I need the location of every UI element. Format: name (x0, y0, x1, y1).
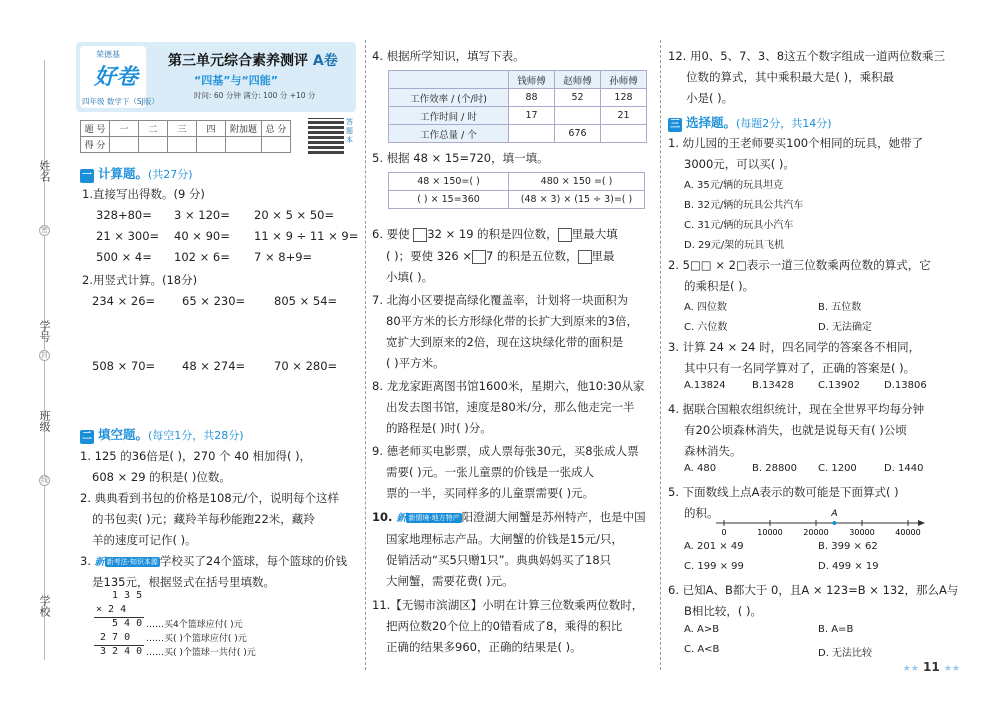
table-row-label: 工作总量 / 个 (389, 125, 509, 143)
choice-option[interactable]: C. 六位数 (684, 322, 728, 333)
section-fill-title (80, 425, 244, 444)
calc-note: ……买( )个篮球一共付( )元 (146, 648, 256, 658)
table-cell: 52 (555, 89, 601, 107)
grade-edition: 四年级 数学下（SJ版） (82, 97, 159, 106)
section-number-icon: 二 (82, 431, 92, 442)
choice-option[interactable]: A. A>B (684, 624, 720, 635)
vertical-calc-line: 5 4 0 (112, 618, 143, 629)
seal-dot: 封 (41, 351, 48, 359)
table-cell: 128 (601, 89, 647, 107)
question-line: 11.【无锡市滨湖区】小明在计算三位数乘两位数时， (372, 598, 644, 612)
score-head: 附加题 (226, 121, 262, 137)
section-title-text: 计算题。 (98, 166, 149, 181)
title-text: 第三单元综合素养测评 (168, 53, 308, 69)
question-line: 国家地理标志产品。大闸蟹的价钱是15元/只， (386, 532, 624, 546)
fill-cell[interactable]: 48 × 150=( ) (389, 173, 509, 191)
fill-cell[interactable]: ( ) × 15=360 (389, 191, 509, 209)
question-text: 32 × 19 的积是四位数， (427, 227, 558, 241)
star-icon: ★★ (902, 664, 919, 674)
calc-item: 7 × 8+9= (254, 250, 313, 264)
calc-item: 500 × 4= (96, 250, 152, 264)
column-divider (365, 40, 366, 670)
question-line: 1. 幼儿园的王老师要买100个相同的玩具，她带了 (668, 136, 924, 150)
qr-label: 答题本 (346, 118, 353, 144)
number-line-tick-label: 20000 (803, 528, 829, 536)
choice-option[interactable]: C. 199 × 99 (684, 561, 744, 572)
star-icon: ★★ (943, 664, 960, 674)
version-badge: A卷 (312, 53, 338, 69)
question-line: 的书包卖( )元；藏羚羊每秒能跑22米，藏羚 (92, 512, 315, 526)
question-line: 80平方米的长方形绿化带的长扩大到原来的3倍， (386, 314, 638, 328)
section-points: (共27分) (148, 168, 193, 181)
score-cell[interactable] (139, 137, 168, 153)
binding-margin (0, 0, 68, 711)
table-cell[interactable] (601, 125, 647, 143)
section-points: (每空1分，共28分) (148, 429, 244, 442)
logo-brand: 荣德基 (96, 50, 120, 59)
number-line-tick-label: 40000 (895, 528, 921, 536)
question-line: 票的一半，买同样多的儿童票需要( )元。 (386, 486, 595, 500)
fill-table (388, 172, 645, 209)
question-line: 小填( )。 (386, 270, 434, 284)
number-line (712, 506, 926, 536)
question-line: 2. 典典看到书包的价格是108元/个，说明每个这样 (80, 491, 339, 505)
logo (80, 46, 159, 108)
question-line: 的积。 (684, 506, 719, 520)
question-line: 1. 125 的36倍是( )，270 个 40 相加得( )， (80, 449, 312, 463)
question-line: 需要( )元。一张儿童票的价钱是一张成人 (386, 465, 595, 479)
class-label: 班级 (38, 410, 51, 432)
score-cell[interactable] (262, 137, 291, 153)
fill-cell[interactable]: 480 × 150 =( ) (509, 173, 645, 191)
question-line: ( )平方米。 (386, 356, 445, 370)
calc-item: 11 × 9 ÷ 11 × 9= (254, 229, 359, 243)
choice-option[interactable]: B. 28800 (752, 463, 798, 474)
blank-box[interactable] (578, 250, 592, 264)
question-title: 2.用竖式计算。(18分) (82, 273, 198, 287)
logo-mark: 好卷 (94, 65, 139, 90)
question-text: 阳澄湖大闸蟹是苏州特产，也是中国 (461, 510, 646, 524)
choice-option[interactable]: A. 201 × 49 (684, 541, 744, 552)
calc-item: 3 × 120= (174, 208, 230, 222)
question-line: 促销活动“买5只赠1只”。典典妈妈买了18只 (386, 553, 612, 567)
question-line: 3000元，可以买( )。 (684, 157, 795, 171)
column-divider (660, 40, 661, 670)
section-title-text: 选择题。 (686, 115, 737, 130)
choice-option[interactable]: C. 31元/辆的玩具小汽车 (684, 220, 794, 231)
question-line: 有20公顷森林消失，也就是说每天有( )公顷 (684, 423, 907, 437)
page-number-text: 11 (922, 660, 940, 674)
calc-item: 21 × 300= (96, 229, 160, 243)
qr-code-icon (308, 118, 344, 154)
work-table (388, 70, 647, 143)
section-points: (每题2分，共14分) (736, 117, 832, 130)
choice-option[interactable]: D. 无法确定 (818, 322, 873, 333)
calc-note: ……买4个篮球应付( )元 (146, 620, 243, 630)
page-title (168, 50, 338, 70)
section-number-icon: 三 (670, 119, 680, 130)
choice-option[interactable]: A.13824 (684, 380, 726, 391)
question-line: 608 × 29 的积是( )位数。 (92, 470, 231, 484)
number-line-tick-label: 0 (721, 528, 727, 536)
vertical-calc-line: × 2 4 (96, 604, 127, 615)
question-line: 3. 新 新考法·知识本源 学校买了24个篮球，每个篮球的价钱 (80, 554, 348, 568)
question-line: 10. 新 新情境·地方特产 阳澄湖大闸蟹是苏州特产，也是中国 (372, 510, 646, 524)
score-table (80, 120, 291, 153)
section-title-text: 填空题。 (98, 427, 149, 442)
calc-item: 48 × 274= (182, 359, 246, 373)
page-number (903, 660, 960, 674)
score-cell[interactable] (168, 137, 197, 153)
question-line: 大闸蟹，需要花费( )元。 (386, 574, 514, 588)
question-line (372, 226, 618, 242)
table-cell: 676 (555, 125, 601, 143)
section-calc-title (80, 164, 193, 183)
choice-option[interactable]: A. 480 (684, 463, 717, 474)
score-head: 四 (197, 121, 226, 137)
question-line: 3. 计算 24 × 24 时，四名同学的答案各不相同， (668, 340, 921, 354)
number-line-tick-label: 10000 (757, 528, 783, 536)
choice-option[interactable]: C. A<B (684, 644, 720, 655)
question-text: 6. 要使 (372, 227, 410, 241)
point-a-label: A (831, 509, 838, 519)
calc-item: 805 × 54= (274, 294, 338, 308)
question-line: 把两位数20个位上的0错看成了8，乘得的积比 (386, 619, 623, 633)
blank-box[interactable] (558, 228, 572, 242)
choice-option[interactable]: C.13902 (818, 380, 860, 391)
question-line: 位数的算式，其中乘积最大是( )，乘积最 (686, 70, 895, 84)
arrow-icon (918, 520, 925, 526)
choice-option[interactable]: A. 35元/辆的玩具坦克 (684, 180, 784, 191)
calc-item: 102 × 6= (174, 250, 230, 264)
question-line: 是135元，根据竖式在括号里填数。 (92, 575, 275, 589)
school-label: 学校 (38, 595, 51, 617)
seal-dot: 密 (41, 226, 48, 234)
calc-item: 65 × 230= (182, 294, 246, 308)
question-line: 其中只有一名同学算对了，正确的答案是( )。 (684, 361, 916, 375)
subtitle: “四基”与“四能” (194, 74, 278, 87)
score-head: 题 号 (81, 121, 110, 137)
question-text: 里最 (591, 249, 615, 263)
calc-item: 234 × 26= (92, 294, 156, 308)
choice-option[interactable]: D. 无法比较 (818, 648, 873, 659)
question-line: 4. 据联合国粮农组织统计，现在全世界平均每分钟 (668, 402, 925, 416)
choice-option[interactable]: D. 29元/架的玩具飞机 (684, 240, 785, 251)
score-head: 二 (139, 121, 168, 137)
question-tag: 新考法·知识本源 (106, 557, 158, 566)
question-line: 5. 下面数线上点A表示的数可能是下面算式( ) (668, 485, 899, 499)
question-line: 出发去图书馆，速度是80米/分，那么他走完一半 (386, 400, 635, 414)
vertical-calc-line: 2 7 0 (100, 632, 131, 643)
point-a-marker (832, 521, 836, 525)
question-line: 的乘积是( )。 (684, 279, 755, 293)
table-cell: 21 (601, 107, 647, 125)
choice-option[interactable]: C. 1200 (818, 463, 857, 474)
calc-note: ……买( )个篮球应付( )元 (146, 634, 247, 644)
choice-option[interactable]: B. 五位数 (818, 302, 862, 313)
question-line: 正确的结果多960，正确的结果是( )。 (386, 640, 582, 654)
question-line: 5. 根据 48 × 15=720，填一填。 (372, 151, 549, 165)
choice-option[interactable]: B. 32元/辆的玩具公共汽车 (684, 200, 804, 211)
score-head: 一 (110, 121, 139, 137)
choice-option[interactable]: B.13428 (752, 380, 794, 391)
score-cell[interactable] (226, 137, 262, 153)
score-head: 三 (168, 121, 197, 137)
table-row-label: 工作效率 / (个/时) (389, 89, 509, 107)
question-line (386, 248, 615, 264)
choice-option[interactable]: B. 399 × 62 (818, 541, 878, 552)
choice-option[interactable]: B. A=B (818, 624, 854, 635)
calc-item: 328+80= (96, 208, 152, 222)
choice-option[interactable]: D.13806 (884, 380, 927, 391)
vertical-calc-line: 3 2 4 0 (100, 646, 143, 657)
question-tag: 新情境·地方特产 (408, 513, 460, 522)
question-line: 4. 根据所学知识，填写下表。 (372, 49, 525, 63)
question-line: 森林消失。 (684, 444, 742, 458)
question-text: 学校买了24个篮球，每个篮球的价钱 (159, 554, 348, 568)
question-line: 的路程是( )时( )分。 (386, 421, 492, 435)
section-number-icon: 一 (82, 170, 92, 181)
table-header (389, 71, 509, 89)
calc-item: 70 × 280= (274, 359, 338, 373)
table-cell[interactable] (509, 125, 555, 143)
time-score-info: 时间: 60 分钟 满分: 100 分 +10 分 (194, 91, 316, 100)
question-line: 6. 已知A、B都大于 0，且A × 123=B × 132，那么A与 (668, 583, 959, 597)
question-line: 2. 5□□ × 2□表示一道三位数乘两位数的算式，它 (668, 258, 931, 272)
choice-option[interactable]: D. 1440 (884, 463, 924, 474)
blank-box[interactable] (472, 250, 486, 264)
table-cell: 17 (509, 107, 555, 125)
question-title: 1.直接写出得数。(9 分) (82, 187, 205, 201)
vertical-calc-line: 1 3 5 (112, 590, 143, 601)
score-row-label: 得 分 (81, 137, 110, 153)
question-line: 宽扩大到原来的2倍，现在这块绿化带的面积是 (386, 335, 624, 349)
table-cell: 88 (509, 89, 555, 107)
number-line-tick-label: 30000 (849, 528, 875, 536)
table-header: 钱师傅 (509, 71, 555, 89)
choice-option[interactable]: A. 四位数 (684, 302, 728, 313)
table-header: 赵师傅 (555, 71, 601, 89)
table-row-label: 工作时间 / 时 (389, 107, 509, 125)
question-line: 小是( )。 (686, 91, 734, 105)
choice-option[interactable]: D. 499 × 19 (818, 561, 879, 572)
table-cell[interactable] (555, 107, 601, 125)
calc-item: 508 × 70= (92, 359, 156, 373)
score-head: 总 分 (262, 121, 291, 137)
fill-cell[interactable]: (48 × 3) × (15 ÷ 3)=( ) (509, 191, 645, 209)
question-line: 9. 德老师买电影票，成人票每张30元，买8张成人票 (372, 444, 639, 458)
blank-box[interactable] (413, 228, 427, 242)
score-cell[interactable] (110, 137, 139, 153)
new-badge: 新 (94, 557, 105, 568)
table-header: 孙师傅 (601, 71, 647, 89)
question-text: 里最大填 (571, 227, 618, 241)
calc-item: 20 × 5 × 50= (254, 208, 335, 222)
question-text: ( )；要使 326 × (386, 249, 473, 263)
question-line: 羊的速度可记作( )。 (92, 533, 197, 547)
section-choice-title (668, 113, 832, 132)
question-line: 8. 龙龙家距离图书馆1600米，星期六，他10:30从家 (372, 379, 645, 393)
calc-item: 40 × 90= (174, 229, 230, 243)
student-id-label: 学号 (38, 320, 51, 342)
score-cell[interactable] (197, 137, 226, 153)
question-text: 7 的积是五位数， (486, 249, 578, 263)
new-badge: 新 (396, 513, 407, 524)
question-line: 7. 北海小区要提高绿化覆盖率，计划将一块面积为 (372, 293, 629, 307)
test-header (76, 42, 356, 112)
question-line: 12. 用0、5、7、3、8这五个数字组成一道两位数乘三 (668, 49, 946, 63)
name-label: 姓名 (38, 160, 51, 182)
question-line: B相比较，( )。 (684, 604, 763, 618)
seal-dot: 线 (41, 476, 48, 484)
